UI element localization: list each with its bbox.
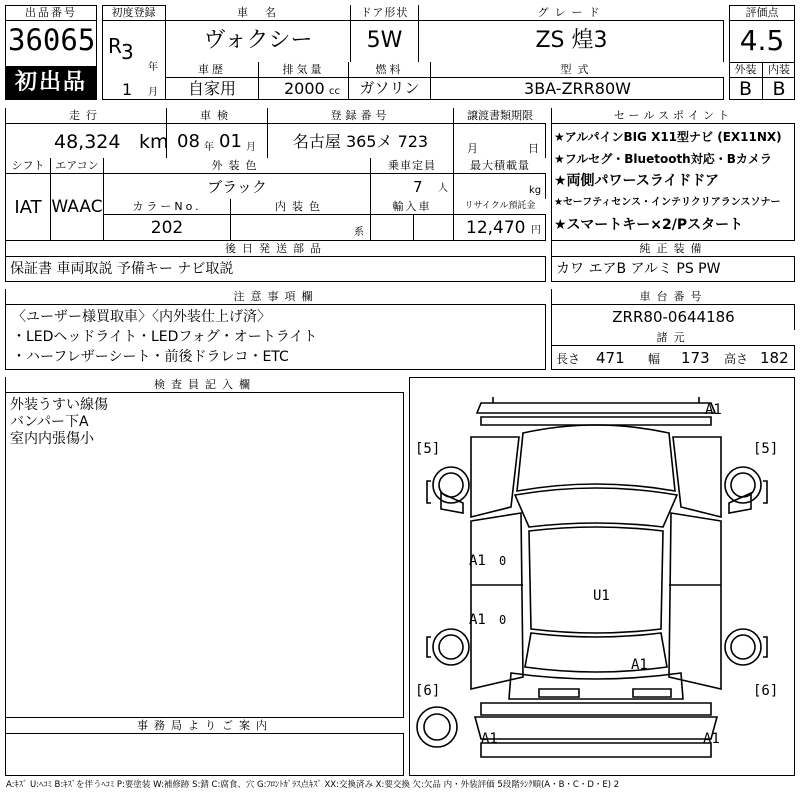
mileage: 48,324 xyxy=(54,131,121,153)
history: 自家用 xyxy=(187,79,236,98)
inspection-month: 01 xyxy=(219,131,242,152)
model-code: 3BA-ZRR80W xyxy=(524,79,631,98)
selling-points-list xyxy=(554,126,794,236)
standard-equipment-label: 純正装備 xyxy=(552,241,795,256)
seats-label: 乗車定員 xyxy=(371,158,453,173)
aircon: WAAC xyxy=(51,197,103,217)
mileage-label: 走行 xyxy=(6,108,166,123)
inspector-line: 外装うすい線傷 xyxy=(10,397,108,413)
height-label: 高さ xyxy=(724,352,749,366)
standard-equipment: カワ エアB アルミ PS PW xyxy=(556,261,721,277)
damage-mark: [6] xyxy=(753,683,779,699)
exterior-grade-label: 外装 xyxy=(734,63,757,76)
inspector-label: 検査員記入欄 xyxy=(6,377,404,392)
reg-month: 1 xyxy=(122,80,133,99)
lot-number: 36065 xyxy=(8,23,96,57)
details-box xyxy=(5,108,546,241)
inspection-label: 車検 xyxy=(167,108,267,123)
lot-number-label: 出品番号 xyxy=(25,6,77,19)
plate-number: 名古屋 365メ 723 xyxy=(292,132,429,151)
displacement-label: 排気量 xyxy=(259,62,348,77)
transfer-month-unit: 月 xyxy=(467,142,478,155)
shift: IAT xyxy=(14,197,42,218)
office-label: 事務局よりご案内 xyxy=(6,718,404,733)
seats-unit: 人 xyxy=(438,183,448,194)
inspection-year-unit: 年 xyxy=(204,142,214,153)
car-damage-diagram xyxy=(411,377,783,780)
max-load-unit: kg xyxy=(529,185,542,196)
first-reg-label: 初度登録 xyxy=(111,6,156,19)
displacement-unit: cc xyxy=(329,86,340,97)
interior-color-unit: 系 xyxy=(354,227,364,238)
selling-point: ★スマートキー×2/Pスタート xyxy=(554,217,744,233)
color-no: 202 xyxy=(150,218,184,238)
fuel-label: 燃料 xyxy=(349,62,430,77)
displacement: 2000 xyxy=(284,79,325,98)
interior-color-label: 内装色 xyxy=(231,199,370,214)
seats: 7 xyxy=(413,178,423,196)
chassis-number: ZRR80-0644186 xyxy=(612,308,735,326)
interior-grade: B xyxy=(772,78,786,100)
specs-label: 諸元 xyxy=(552,330,795,345)
color-no-label: カラーNo. xyxy=(104,199,230,214)
reg-month-unit: 月 xyxy=(148,87,158,98)
damage-mark: U1 xyxy=(593,588,610,604)
later-parts: 保証書 車両取説 予備キー ナビ取説 xyxy=(10,261,234,277)
grade-label: グレード xyxy=(419,5,724,20)
chassis-label: 車台番号 xyxy=(552,289,795,304)
damage-mark: A1 xyxy=(469,553,486,569)
aircon-label: エアコン xyxy=(51,158,103,173)
transfer-day-unit: 日 xyxy=(528,142,539,155)
damage-mark: [5] xyxy=(753,441,779,457)
selling-points-label: セールスポイント xyxy=(552,108,795,123)
max-load-label: 最大積載量 xyxy=(454,158,546,173)
recycle-fee: 12,470 xyxy=(466,218,526,238)
damage-mark: [5] xyxy=(415,441,441,457)
damage-mark: A1 xyxy=(703,731,720,747)
height: 182 xyxy=(760,349,789,367)
door-label: ドア形状 xyxy=(351,5,418,20)
width-label: 幅 xyxy=(648,352,661,366)
selling-point: ★セーフティセンス・インテリクリアランスソナー xyxy=(554,197,781,208)
interior-grade-label: 内装 xyxy=(768,63,790,76)
recycle-unit: 円 xyxy=(531,225,541,236)
inspection-year: 08 xyxy=(177,131,200,152)
length-label: 長さ xyxy=(556,352,581,366)
damage-mark: A1 xyxy=(705,402,722,418)
fuel: ガソリン xyxy=(359,79,420,97)
selling-point: ★両側パワースライドドア xyxy=(554,173,720,189)
damage-mark: A1 xyxy=(469,612,486,628)
legend: A:ｷｽﾞ U:ﾍｺﾐ B:ｷｽﾞを伴うﾍｺﾐ P:要塗装 W:補修跡 S:錆 C:腐食、穴 G:ﾌﾛﾝﾄｶﾞﾗｽ点ｷｽﾞ XX:交換済み X:要交換 欠:欠品 内・外装評価 5段階ﾗﾝｸ順(A・B・C・D・E) 2 xyxy=(6,780,620,790)
selling-point: ★フルセグ・Bluetooth対応・Bカメラ xyxy=(554,152,772,166)
history-label: 車歴 xyxy=(166,62,258,77)
score-label: 評価点 xyxy=(745,6,779,19)
score: 4.5 xyxy=(739,24,785,57)
plate-label: 登録番号 xyxy=(268,108,453,123)
reg-era: R xyxy=(108,34,122,58)
width: 173 xyxy=(681,349,710,367)
damage-mark: A1 xyxy=(481,731,498,747)
door-type: 5W xyxy=(366,28,403,53)
notes-line: ・LEDヘッドライト・LEDフォグ・オートライト xyxy=(12,329,318,345)
notes-line: 〈ユーザー様買取車〉〈内外装仕上げ済〉 xyxy=(12,309,271,325)
inspector-line: 室内内張傷小 xyxy=(10,431,94,447)
reg-year: 3 xyxy=(121,40,134,64)
transfer-docs-label: 譲渡書類期限 xyxy=(454,108,546,123)
damage-mark: [6] xyxy=(415,683,441,699)
mileage-unit: km xyxy=(139,131,169,153)
car-name-label: 車 名 xyxy=(166,5,350,20)
damage-mark: A1 xyxy=(631,657,648,673)
body-color: ブラック xyxy=(207,178,267,196)
body-color-label: 外装色 xyxy=(104,158,370,173)
first-listing-badge: 初出品 xyxy=(5,66,97,100)
import-label: 輸入車 xyxy=(371,199,453,214)
car-name: ヴォクシー xyxy=(203,28,313,53)
later-parts-label: 後日発送部品 xyxy=(6,241,546,256)
length: 471 xyxy=(596,349,625,367)
grade: ZS 煌3 xyxy=(535,28,608,53)
notes-line: ・ハーフレザーシート・前後ドラレコ・ETC xyxy=(12,349,289,365)
notes-label: 注意事項欄 xyxy=(6,289,546,304)
zero-mark: 0 xyxy=(499,554,507,568)
reg-year-unit: 年 xyxy=(148,62,158,73)
zero-mark: 0 xyxy=(499,613,507,627)
inspection-month-unit: 月 xyxy=(246,142,256,153)
shift-label: シフト xyxy=(6,158,50,173)
model-label: 型式 xyxy=(431,62,724,77)
recycle-label: リサイクル預託金 xyxy=(454,199,546,214)
selling-point: ★アルパインBIG X11型ナビ (EX11NX) xyxy=(554,130,782,144)
exterior-grade: B xyxy=(738,78,753,100)
inspector-line: バンパー下A xyxy=(10,414,89,430)
